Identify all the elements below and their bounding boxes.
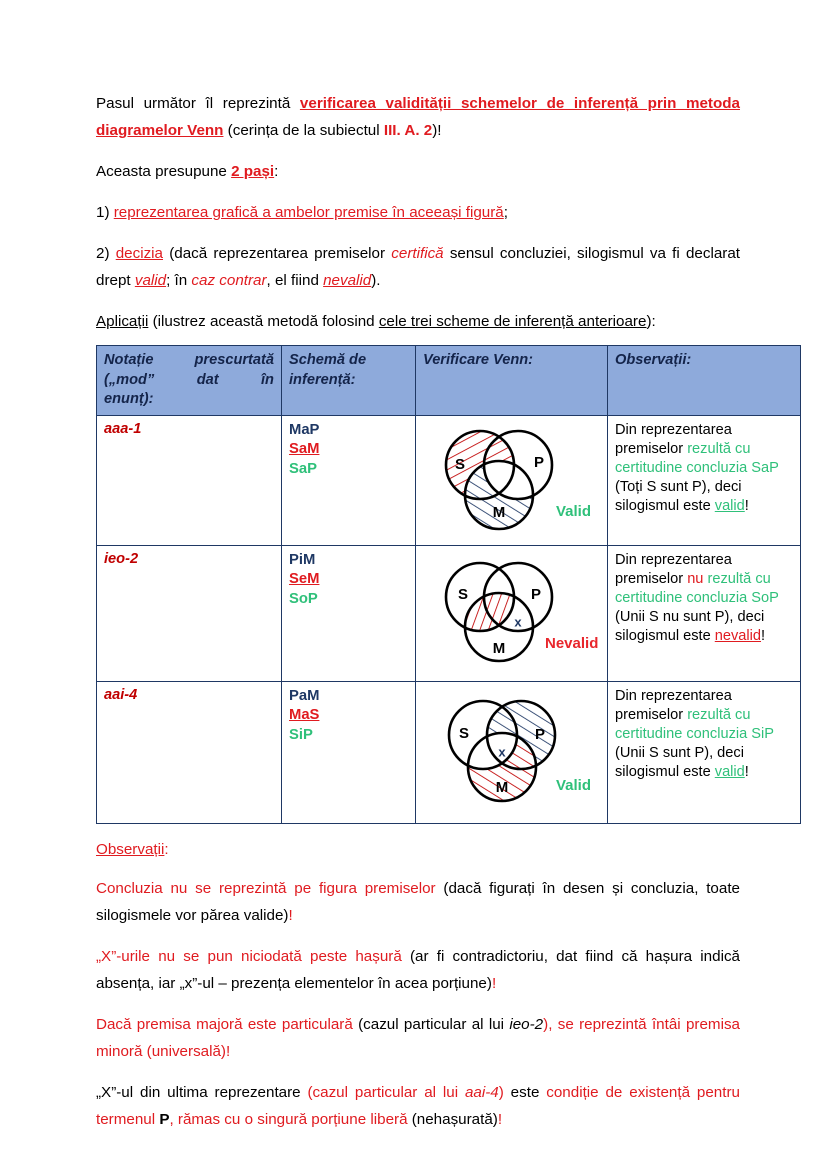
step-2-keyword-decizia: decizia <box>115 245 163 263</box>
row-2-obs-green-1: rezultă cu certitudine concluzia SoP <box>615 571 779 607</box>
applications-keyword-2: cele trei scheme de inferență anterioare <box>378 313 647 331</box>
obs-3-explanation-1: (cazul particular al lui <box>352 1016 510 1034</box>
row-3-premise-minor: MaS <box>289 707 320 724</box>
venn-diagram-aaa-1 <box>423 421 600 539</box>
applications-text-1: (ilustrez această metodă folosind <box>148 313 379 331</box>
observations-title: Observații <box>96 841 165 859</box>
row-1-premise-minor: SaM <box>289 441 320 458</box>
row-2-obs-text-1: Din reprezentarea premiselor <box>615 552 732 588</box>
row-2-verdict: Nevalid <box>545 635 599 653</box>
col-header-notation-line2-b: dat <box>196 371 219 388</box>
row-3-obs-text-2: (Unii S sunt P), deci silogismul este <box>615 744 744 780</box>
obs-4-term-p: P <box>159 1111 170 1129</box>
venn-label-p: P <box>534 726 546 744</box>
step-2-paragraph <box>96 240 740 294</box>
col-header-venn: Verificare Venn: <box>416 346 608 416</box>
col-header-notation-line2-c: în <box>261 371 274 388</box>
row-3-obs-green-1: rezultă cu certitudine concluzia SiP <box>615 707 774 743</box>
step-1-paragraph <box>96 199 740 226</box>
intro-p1-lead: Pasul următor îl reprezintă <box>96 95 300 112</box>
table-row <box>97 416 801 546</box>
row-2-venn-cell <box>416 546 608 682</box>
obs-4-link: este <box>503 1084 547 1102</box>
row-1-premise-major: MaP <box>289 422 320 439</box>
step-1-number: 1) <box>96 204 114 222</box>
row-2-premise-minor: SeM <box>289 571 320 588</box>
table-body <box>97 416 801 824</box>
row-3-mode: aai-4 <box>97 682 282 824</box>
step-2-keyword-nevalid: nevalid <box>323 272 372 290</box>
col-header-scheme-line2: inferență: <box>289 371 356 388</box>
venn-label-m: M <box>495 779 509 797</box>
obs-4-exclamation: ! <box>497 1111 503 1129</box>
row-1-obs-text-3: ! <box>744 497 749 514</box>
step-2-text-3: ; în <box>166 272 192 290</box>
observation-item-3 <box>96 1011 740 1065</box>
venn-svg-aaa-1 <box>423 421 600 539</box>
observations-heading <box>96 836 740 863</box>
intro-paragraph-2 <box>96 158 740 185</box>
intro-p1-highlight: verificarea validității schemelor de inferență prin metoda diagramelor Venn <box>96 95 740 140</box>
row-3-observation <box>608 682 801 824</box>
intro-p2-highlight: 2 pași <box>231 163 275 181</box>
row-3-conclusion: SiP <box>289 726 313 743</box>
row-3-obs-text-3: ! <box>744 763 749 780</box>
obs-4-paren-1: (cazul particular al lui <box>300 1084 465 1102</box>
observation-item-1 <box>96 875 740 929</box>
observations-title-tail: : <box>164 841 169 859</box>
intro-p1-subject-ref: III. A. 2 <box>383 122 433 140</box>
row-1-mode: aaa-1 <box>97 416 282 546</box>
step-2-text-2: sensul concluziei, silogismul va fi declarat drept <box>96 245 740 290</box>
row-1-scheme <box>282 416 416 546</box>
venn-label-m: M <box>492 504 506 522</box>
col-header-scheme-line1: Schemă de <box>289 352 367 369</box>
venn-marker-x: x <box>498 744 506 760</box>
obs-1-exclamation: ! <box>288 907 293 925</box>
row-3-obs-verdict-word: valid <box>714 763 745 780</box>
row-3-obs-text-1: Din reprezentarea premiselor <box>615 688 732 724</box>
step-2-keyword-valid: valid <box>134 272 167 290</box>
step-2-text-4: , el fiind <box>266 272 324 290</box>
step-2-text-1: (dacă reprezentarea premiselor <box>163 245 392 263</box>
venn-label-m: M <box>492 640 506 658</box>
table-row <box>97 682 801 824</box>
row-3-venn-cell <box>416 682 608 824</box>
step-2-keyword-certifica: certifică <box>391 245 444 263</box>
venn-marker-x: x <box>514 614 522 630</box>
intro-paragraph-1 <box>96 90 740 144</box>
obs-2-exclamation: ! <box>491 975 497 993</box>
table-header <box>97 346 801 416</box>
obs-3-explanation-2: ), se reprezintă întâi premisa minoră (universală) <box>96 1016 740 1061</box>
observation-item-2 <box>96 943 740 997</box>
applications-text-2: ): <box>646 313 656 331</box>
obs-4-predicate-2: , rămas cu o singură porțiune liberă <box>169 1111 408 1129</box>
row-2-scheme <box>282 546 416 682</box>
venn-verification-table <box>96 345 801 824</box>
col-header-notation-line2 <box>104 371 274 390</box>
obs-4-paren-2: ) <box>498 1084 504 1102</box>
row-1-conclusion: SaP <box>289 460 317 477</box>
obs-2-rule: „X”-urile nu se pun niciodată peste hașură <box>96 948 402 966</box>
row-2-obs-negation: nu <box>687 571 708 588</box>
col-header-notation-line1: Notație prescurtată <box>104 352 274 369</box>
step-1-text: reprezentarea grafică a ambelor premise în aceeași figură <box>113 204 504 222</box>
venn-label-s: S <box>454 456 466 474</box>
obs-1-explanation: (dacă figurați în desen și concluzia, toate silogismele vor părea valide) <box>96 880 740 925</box>
venn-label-p: P <box>533 454 545 472</box>
obs-4-predicate-1: condiție de existență pentru termenul <box>96 1084 740 1129</box>
obs-3-mode-ref: ieo-2 <box>509 1016 544 1034</box>
row-2-conclusion: SoP <box>289 590 318 607</box>
obs-4-mode-ref: aai-4 <box>464 1084 499 1102</box>
col-header-notation <box>97 346 282 416</box>
venn-label-s: S <box>458 725 470 743</box>
obs-3-exclamation: ! <box>225 1043 231 1061</box>
step-2-text-5: ). <box>371 272 381 290</box>
step-2-keyword-caz-contrar: caz contrar <box>191 272 267 290</box>
row-3-verdict: Valid <box>556 777 592 795</box>
venn-diagram-ieo-2 <box>423 551 600 675</box>
intro-p2-tail: : <box>274 163 279 181</box>
row-2-obs-text-3: ! <box>761 627 766 644</box>
row-2-mode: ieo-2 <box>97 546 282 682</box>
obs-3-rule: Dacă premisa majoră este particulară <box>96 1016 353 1034</box>
row-3-scheme <box>282 682 416 824</box>
venn-label-p: P <box>530 586 542 604</box>
intro-p1-tail: )! <box>432 122 442 140</box>
step-1-tail: ; <box>503 204 508 222</box>
col-header-notation-line2-a: („mod” <box>104 371 155 388</box>
venn-label-s: S <box>457 586 469 604</box>
row-1-observation <box>608 416 801 546</box>
row-1-venn-cell <box>416 416 608 546</box>
step-2-number: 2) <box>96 245 116 263</box>
row-1-obs-text-2: (Toți S sunt P), deci silogismul este <box>615 478 742 514</box>
venn-diagram-aai-4 <box>423 687 600 817</box>
col-header-scheme <box>282 346 416 416</box>
row-3-premise-major: PaM <box>289 688 320 705</box>
venn-svg-aai-4 <box>423 687 600 817</box>
row-2-observation <box>608 546 801 682</box>
table-row <box>97 546 801 682</box>
applications-paragraph <box>96 308 740 335</box>
observation-item-4 <box>96 1079 740 1133</box>
row-2-premise-major: PiM <box>289 552 316 569</box>
row-1-obs-verdict-word: valid <box>714 497 745 514</box>
intro-p2-lead: Aceasta presupune <box>96 163 232 181</box>
obs-2-explanation: (ar fi contradictoriu, dat fiind că hașura indică absența, iar „x”-ul – prezența elementelor în acea porțiune) <box>96 948 740 993</box>
row-1-verdict: Valid <box>556 503 592 521</box>
obs-4-subject: „X”-ul din ultima reprezentare <box>96 1084 301 1102</box>
venn-svg-ieo-2 <box>423 551 600 675</box>
col-header-notation-line3: enunț): <box>104 390 154 407</box>
obs-1-rule: Concluzia nu se reprezintă pe figura premiselor <box>96 880 436 898</box>
table-header-row <box>97 346 801 416</box>
col-header-observations: Observații: <box>608 346 801 416</box>
row-2-obs-verdict-word: nevalid <box>714 627 762 644</box>
intro-p1-mid: (cerința de la subiectul <box>223 122 384 140</box>
applications-keyword: Aplicații <box>96 313 149 331</box>
row-2-obs-text-2: (Unii S nu sunt P), deci silogismul este <box>615 608 765 644</box>
row-1-obs-text-1: Din reprezentarea premiselor <box>615 422 732 458</box>
row-1-obs-green-1: rezultă cu certitudine concluzia SaP <box>615 441 779 477</box>
obs-4-paren-3: (nehașurată) <box>407 1111 498 1129</box>
